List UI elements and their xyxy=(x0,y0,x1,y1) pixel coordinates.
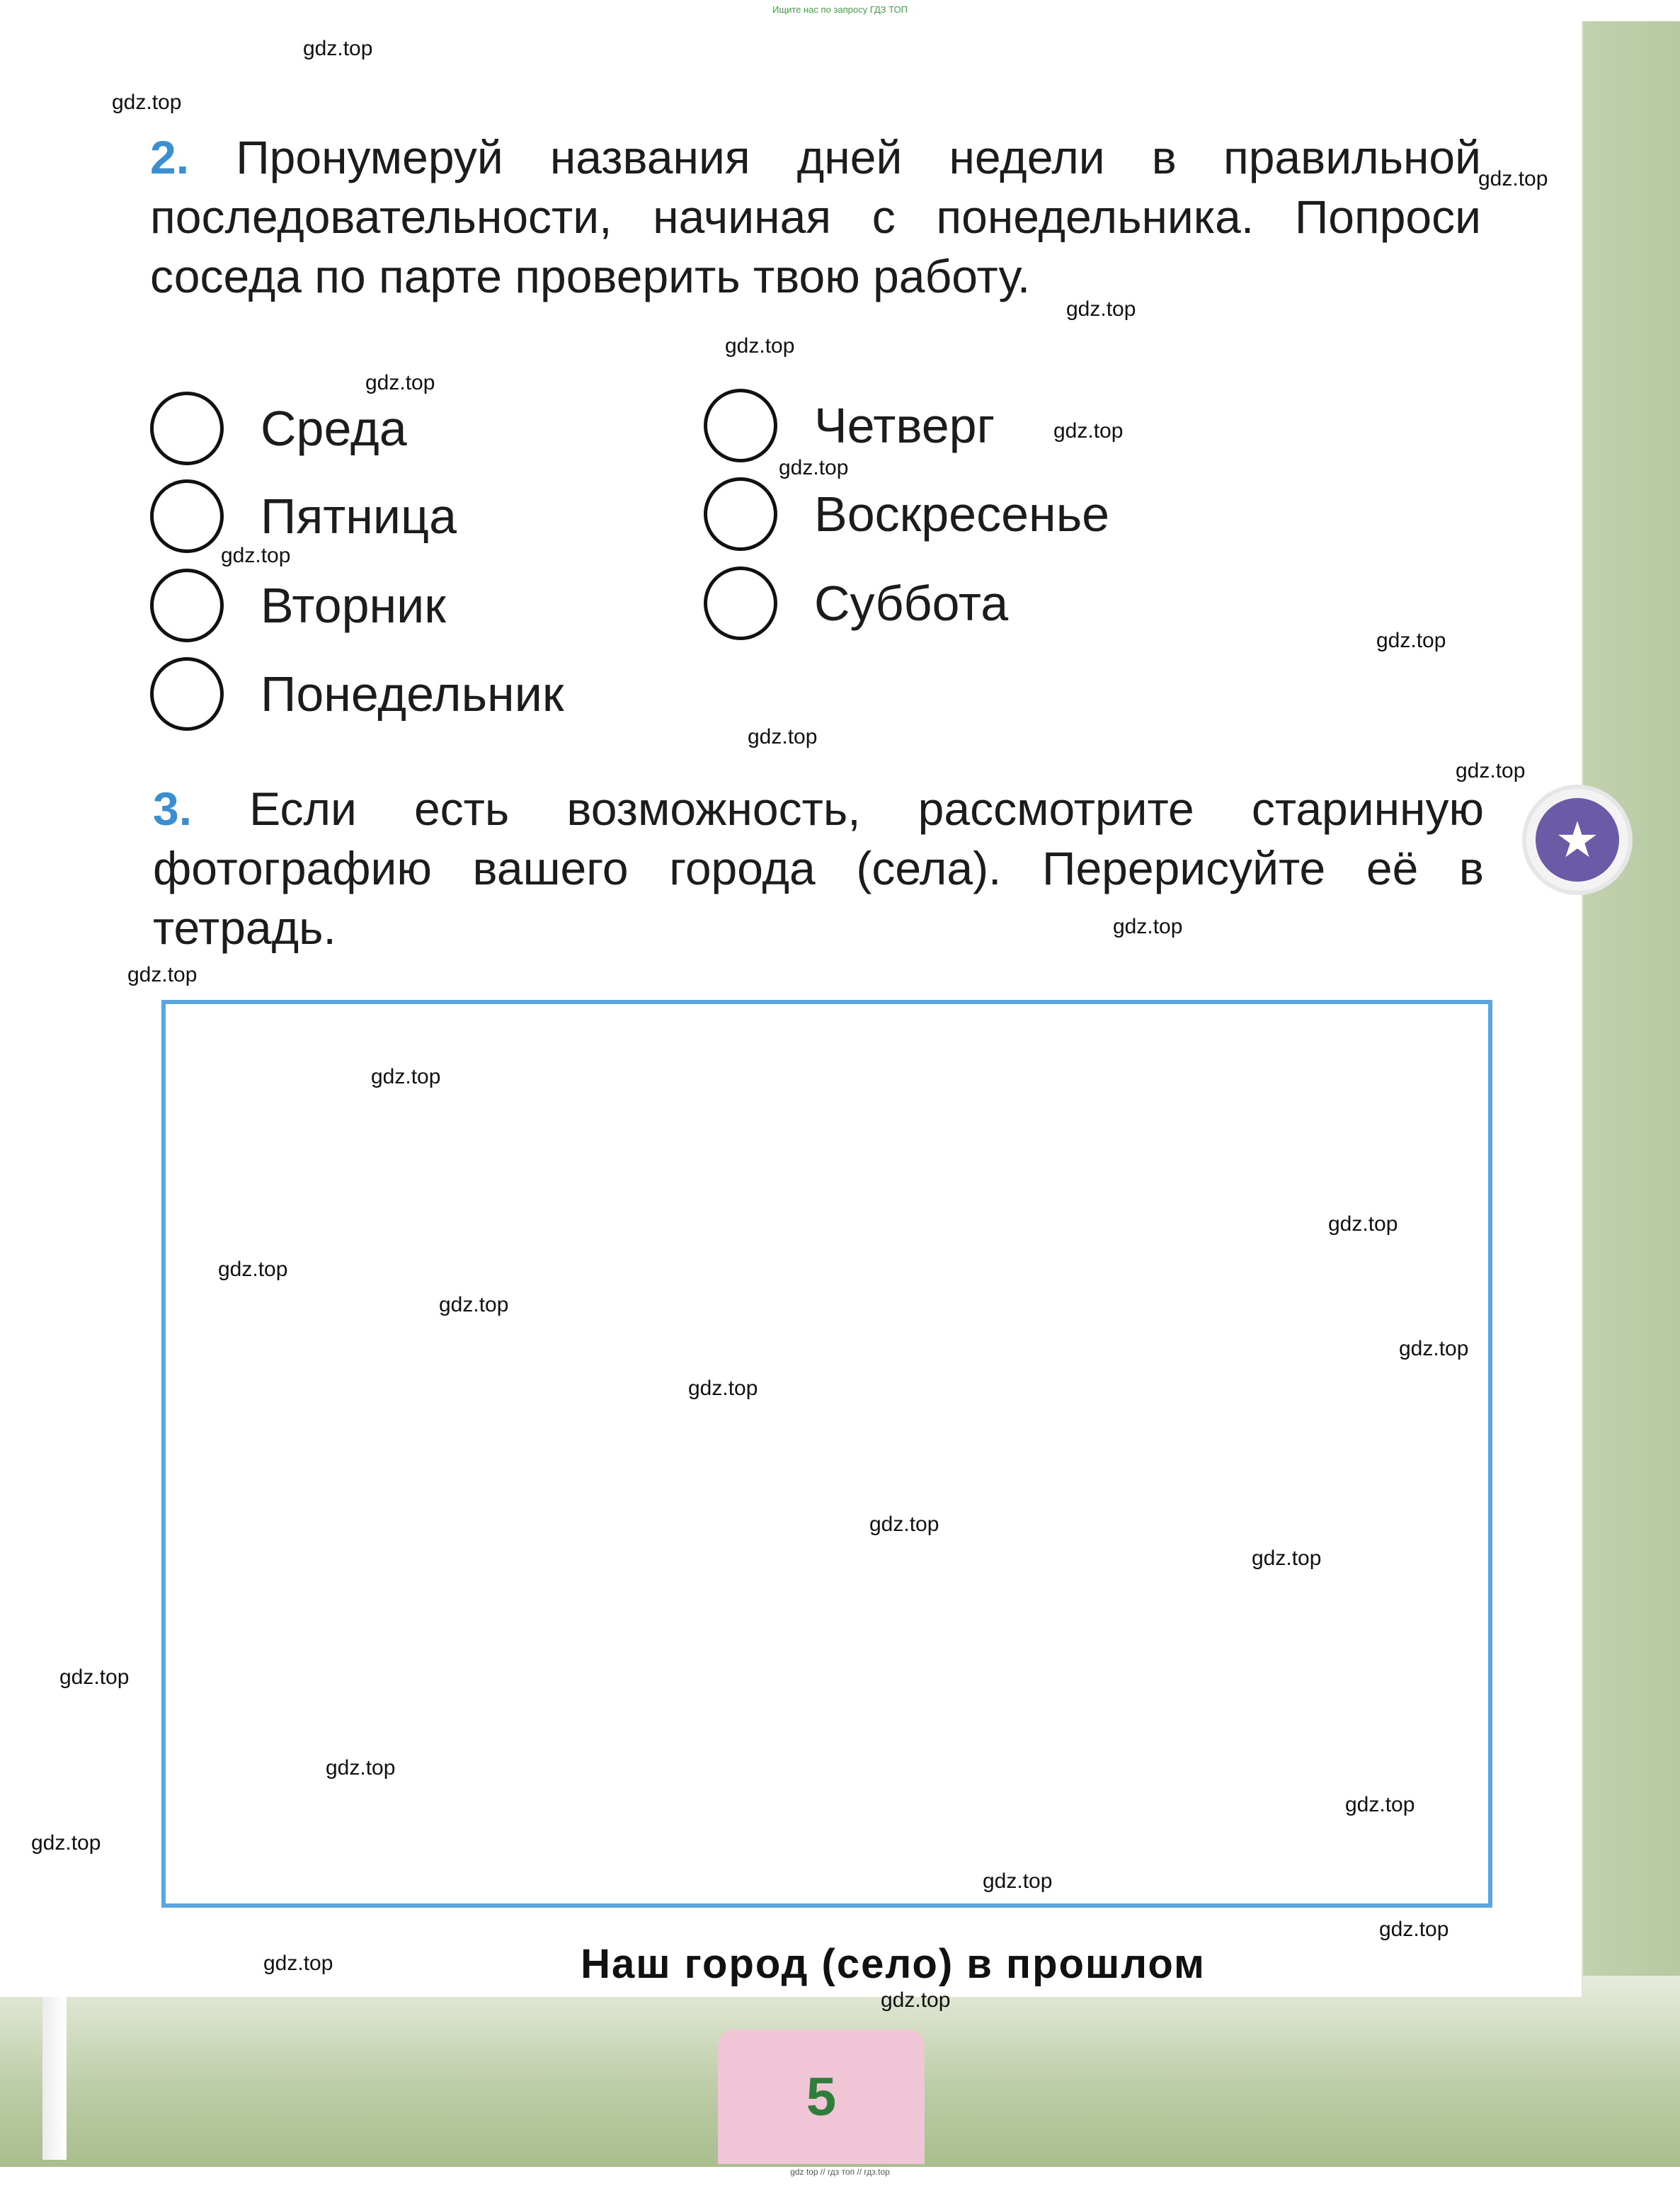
watermark: gdz.top xyxy=(1328,1212,1398,1236)
option-label: Среда xyxy=(261,401,407,456)
footer-note: gdz top // гдз топ // гдз.top xyxy=(790,2167,890,2177)
star-badge xyxy=(1522,785,1633,895)
watermark: gdz.top xyxy=(112,91,182,114)
page-number: 5 xyxy=(718,2030,925,2164)
watermark: gdz.top xyxy=(725,334,795,358)
watermark: gdz.top xyxy=(59,1666,130,1689)
option-sreda xyxy=(150,392,407,465)
watermark: gdz.top xyxy=(221,544,291,567)
task-3-text: Если есть возможность, рассмотрите старинную фотографию вашего города (села). Перерисуйте её в тетрадь. xyxy=(153,782,1484,954)
option-label: Пятница xyxy=(261,489,457,544)
drawing-caption: Наш город (село) в прошлом xyxy=(581,1941,1206,1987)
task-2-number: 2. xyxy=(150,131,190,183)
watermark: gdz.top xyxy=(31,1831,101,1855)
watermark: gdz.top xyxy=(881,1988,951,2012)
watermark: gdz.top xyxy=(869,1513,939,1536)
watermark: gdz.top xyxy=(983,1869,1053,1893)
task-2 xyxy=(150,127,1481,306)
watermark: gdz.top xyxy=(303,37,373,60)
task-2-text: Пронумеруй названия дней недели в правильной последовательности, начиная с понедельника. Попроси соседа по парте проверить твою работу. xyxy=(150,131,1481,302)
answer-circle[interactable] xyxy=(150,657,224,731)
watermark: gdz.top xyxy=(1399,1337,1469,1360)
watermark: gdz.top xyxy=(326,1756,396,1780)
option-label: Четверг xyxy=(814,398,995,453)
watermark: gdz.top xyxy=(1113,915,1183,938)
answer-circle[interactable] xyxy=(704,389,777,462)
answer-circle[interactable] xyxy=(704,567,777,640)
option-voskresenye xyxy=(704,477,1109,551)
watermark: gdz.top xyxy=(1478,167,1548,190)
watermark: gdz.top xyxy=(1053,419,1124,443)
answer-circle[interactable] xyxy=(150,569,224,642)
option-pyatnitsa xyxy=(150,479,457,553)
task-3-number: 3. xyxy=(153,782,193,835)
answer-circle[interactable] xyxy=(704,477,777,551)
option-ponedelnik xyxy=(150,657,564,731)
option-subbota xyxy=(704,567,1008,640)
watermark: gdz.top xyxy=(1456,759,1526,782)
option-vtornik xyxy=(150,569,446,642)
watermark: gdz.top xyxy=(1379,1918,1449,1941)
watermark: gdz.top xyxy=(218,1258,288,1281)
option-label: Воскресенье xyxy=(814,486,1110,542)
answer-circle[interactable] xyxy=(150,479,224,553)
watermark: gdz.top xyxy=(263,1952,333,1975)
option-label: Вторник xyxy=(261,578,446,633)
option-label: Суббота xyxy=(814,576,1009,631)
watermark: gdz.top xyxy=(1252,1547,1322,1570)
watermark: gdz.top xyxy=(365,371,435,394)
watermark: gdz.top xyxy=(1066,297,1136,321)
watermark: gdz.top xyxy=(371,1065,441,1088)
watermark: gdz.top xyxy=(688,1377,758,1400)
task-3 xyxy=(153,779,1484,957)
watermark: gdz.top xyxy=(439,1293,509,1316)
watermark: gdz.top xyxy=(1345,1793,1415,1816)
watermark: gdz.top xyxy=(779,456,849,479)
watermark: gdz.top xyxy=(1376,629,1446,652)
answer-circle[interactable] xyxy=(150,392,224,465)
header-note: Ищите нас по запросу ГДЗ ТОП xyxy=(772,4,908,15)
option-label: Понедельник xyxy=(261,666,564,722)
option-chetverg xyxy=(704,389,995,462)
star-icon: ★ xyxy=(1536,798,1619,882)
watermark: gdz.top xyxy=(748,725,818,748)
watermark: gdz.top xyxy=(127,963,198,986)
